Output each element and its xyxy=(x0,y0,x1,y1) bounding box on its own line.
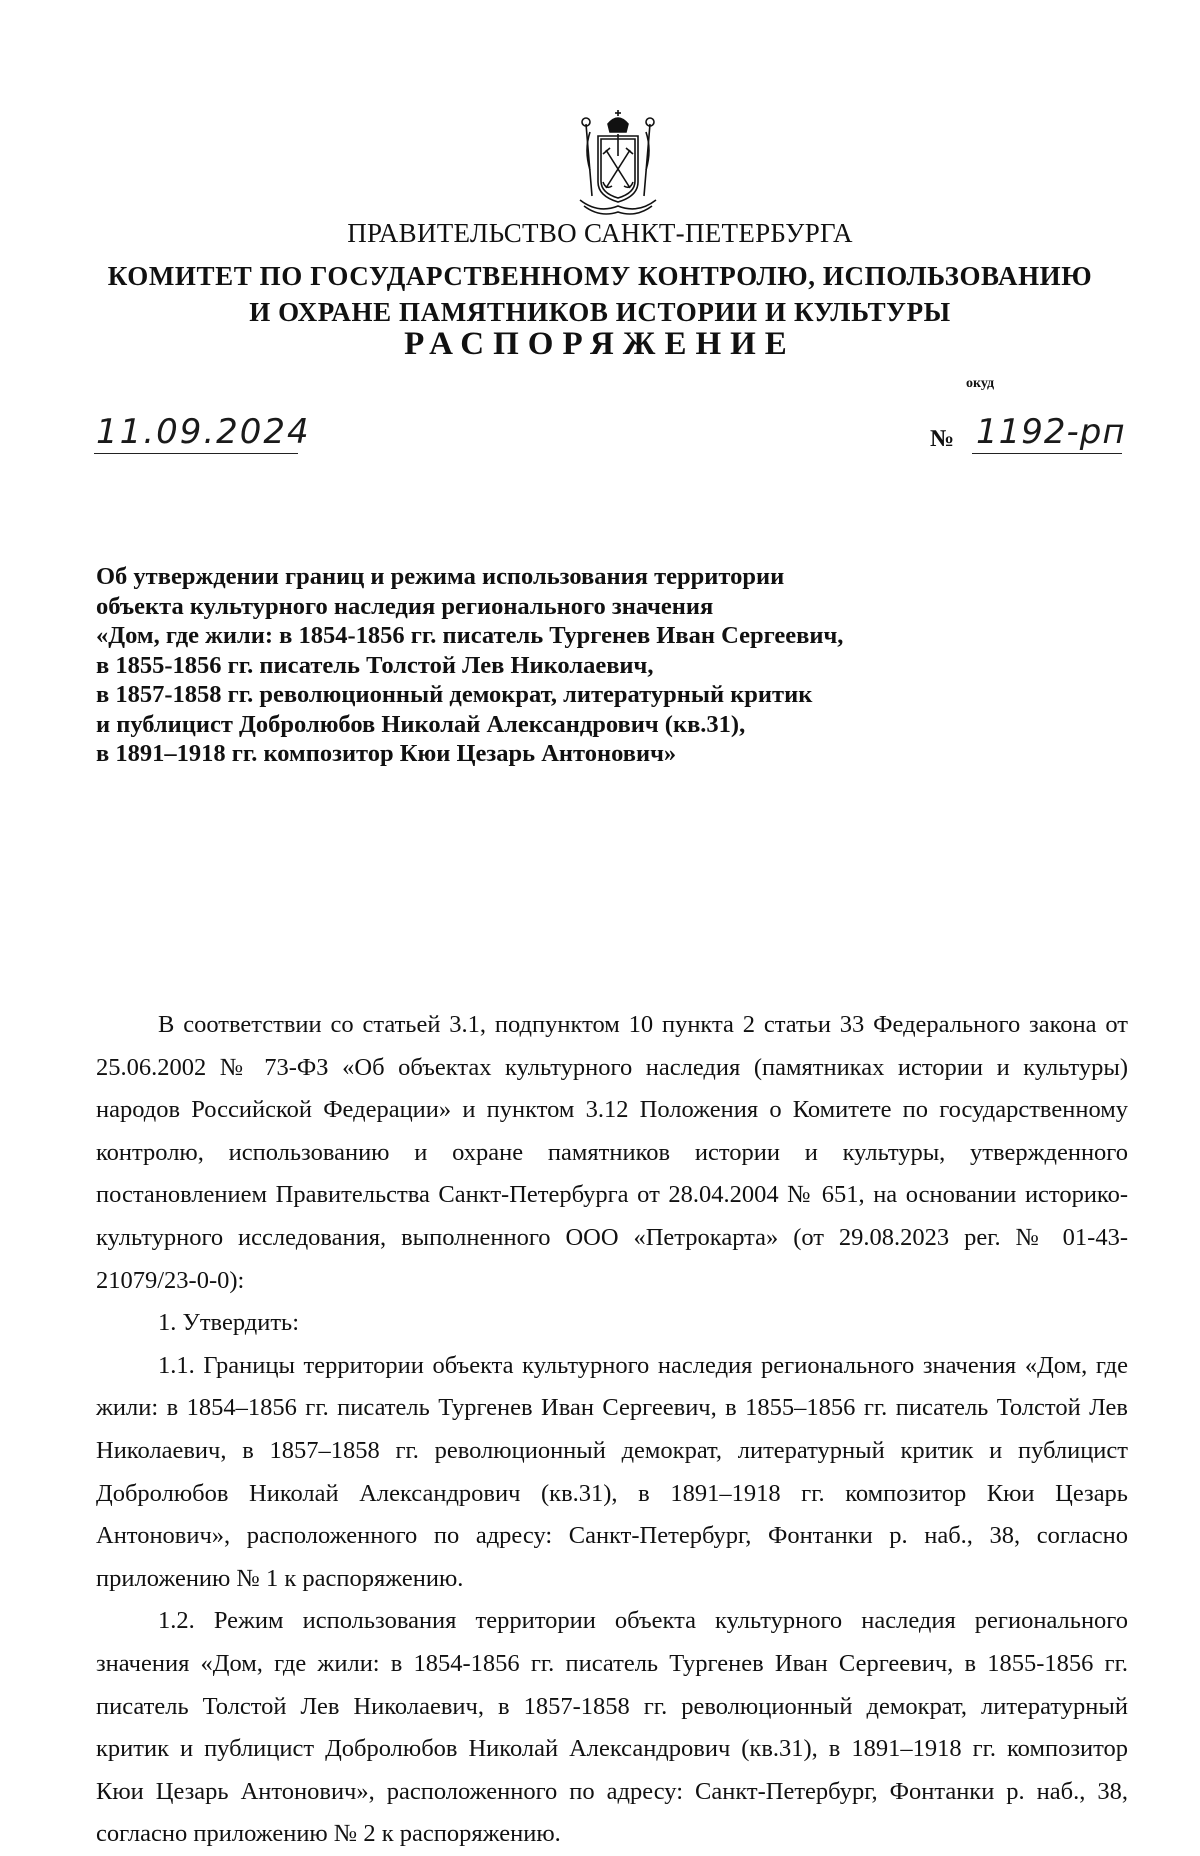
number-underline xyxy=(972,453,1122,454)
title-line: «Дом, где жили: в 1854-1856 гг. писатель Тургенев Иван Сергеевич, xyxy=(96,622,844,649)
document-number-value: 1192-рп xyxy=(976,412,1126,452)
title-line: в 1857-1858 гг. революционный демократ, литературный критик xyxy=(96,681,813,708)
committee-name xyxy=(0,258,1200,330)
body-paragraph-item-1-2: 1.2. Режим использования территории объекта культурного наследия регионального значения «Дом, где жили: в 1854-1856 гг. писатель Тургенев Иван Сергеевич, в 1855-1856 гг. писатель Толстой Лев Николаевич, в 1857-1858 гг. революционный демократ, литературный критик и публицист Добролюбов Николай Александрович (кв.31), в 1891–1918 гг. композитор Кюи Цезарь Антонович», расположенного по адресу: Санкт-Петербург, Фонтанки р. наб., 38, согласно приложению № 2 к распоряжению. xyxy=(96,1607,1128,1848)
committee-name-line-1: КОМИТЕТ ПО ГОСУДАРСТВЕННОМУ КОНТРОЛЮ, ИСПОЛЬЗОВАНИЮ xyxy=(107,261,1093,291)
document-body xyxy=(96,1004,1128,1856)
body-paragraph-preamble: В соответствии со статьей 3.1, подпунктом 10 пункта 2 статьи 33 Федерального закона от 25.06.2002 № 73-ФЗ «Об объектах культурного наследия (памятниках истории и культуры) народов Российской Федерации» и пунктом 3.12 Положения о Комитете по государственному контролю, использованию и охране памятников истории и культуры, утвержденного постановлением Правительства Санкт-Петербурга от 28.04.2004 № 651, на основании историко-культурного исследования, выполненного ООО «Петрокарта» (от 29.08.2023 рег. № 01-43-21079/23-0-0): xyxy=(96,1011,1128,1294)
number-sign: № xyxy=(930,426,955,452)
document-title xyxy=(96,562,996,769)
coat-of-arms-icon xyxy=(570,110,666,220)
date-underline xyxy=(94,453,298,454)
title-line: объекта культурного наследия регионального значения xyxy=(96,592,714,620)
committee-name-line-2: И ОХРАНЕ ПАМЯТНИКОВ ИСТОРИИ И КУЛЬТУРЫ xyxy=(249,297,951,327)
body-paragraph-item-1-1: 1.1. Границы территории объекта культурного наследия регионального значения «Дом, где жили: в 1854–1856 гг. писатель Тургенев Иван Сергеевич, в 1855–1856 гг. писатель Толстой Лев Николаевич, в 1857–1858 гг. революционный демократ, литературный критик и публицист Добролюбов Николай Александрович (кв.31), в 1891–1918 гг. композитор Кюи Цезарь Антонович», расположенного по адресу: Санкт-Петербург, Фонтанки р. наб., 38, согласно приложению № 1 к распоряжению. xyxy=(96,1351,1128,1592)
title-line: и публицист Добролюбов Николай Александрович (кв.31), xyxy=(96,710,746,738)
title-line: в 1855-1856 гг. писатель Толстой Лев Николаевич, xyxy=(96,651,654,679)
document-type-heading: РАСПОРЯЖЕНИЕ xyxy=(404,326,796,362)
okud-label: окуд xyxy=(966,376,995,391)
body-paragraph-item-1: 1. Утвердить: xyxy=(158,1309,300,1337)
title-line: в 1891–1918 гг. композитор Кюи Цезарь Антонович» xyxy=(96,740,677,767)
document-date: 11.09.2024 xyxy=(96,412,311,452)
government-name: ПРАВИТЕЛЬСТВО САНКТ-ПЕТЕРБУРГА xyxy=(347,218,853,248)
title-line: Об утверждении границ и режима использования территории xyxy=(96,563,785,590)
